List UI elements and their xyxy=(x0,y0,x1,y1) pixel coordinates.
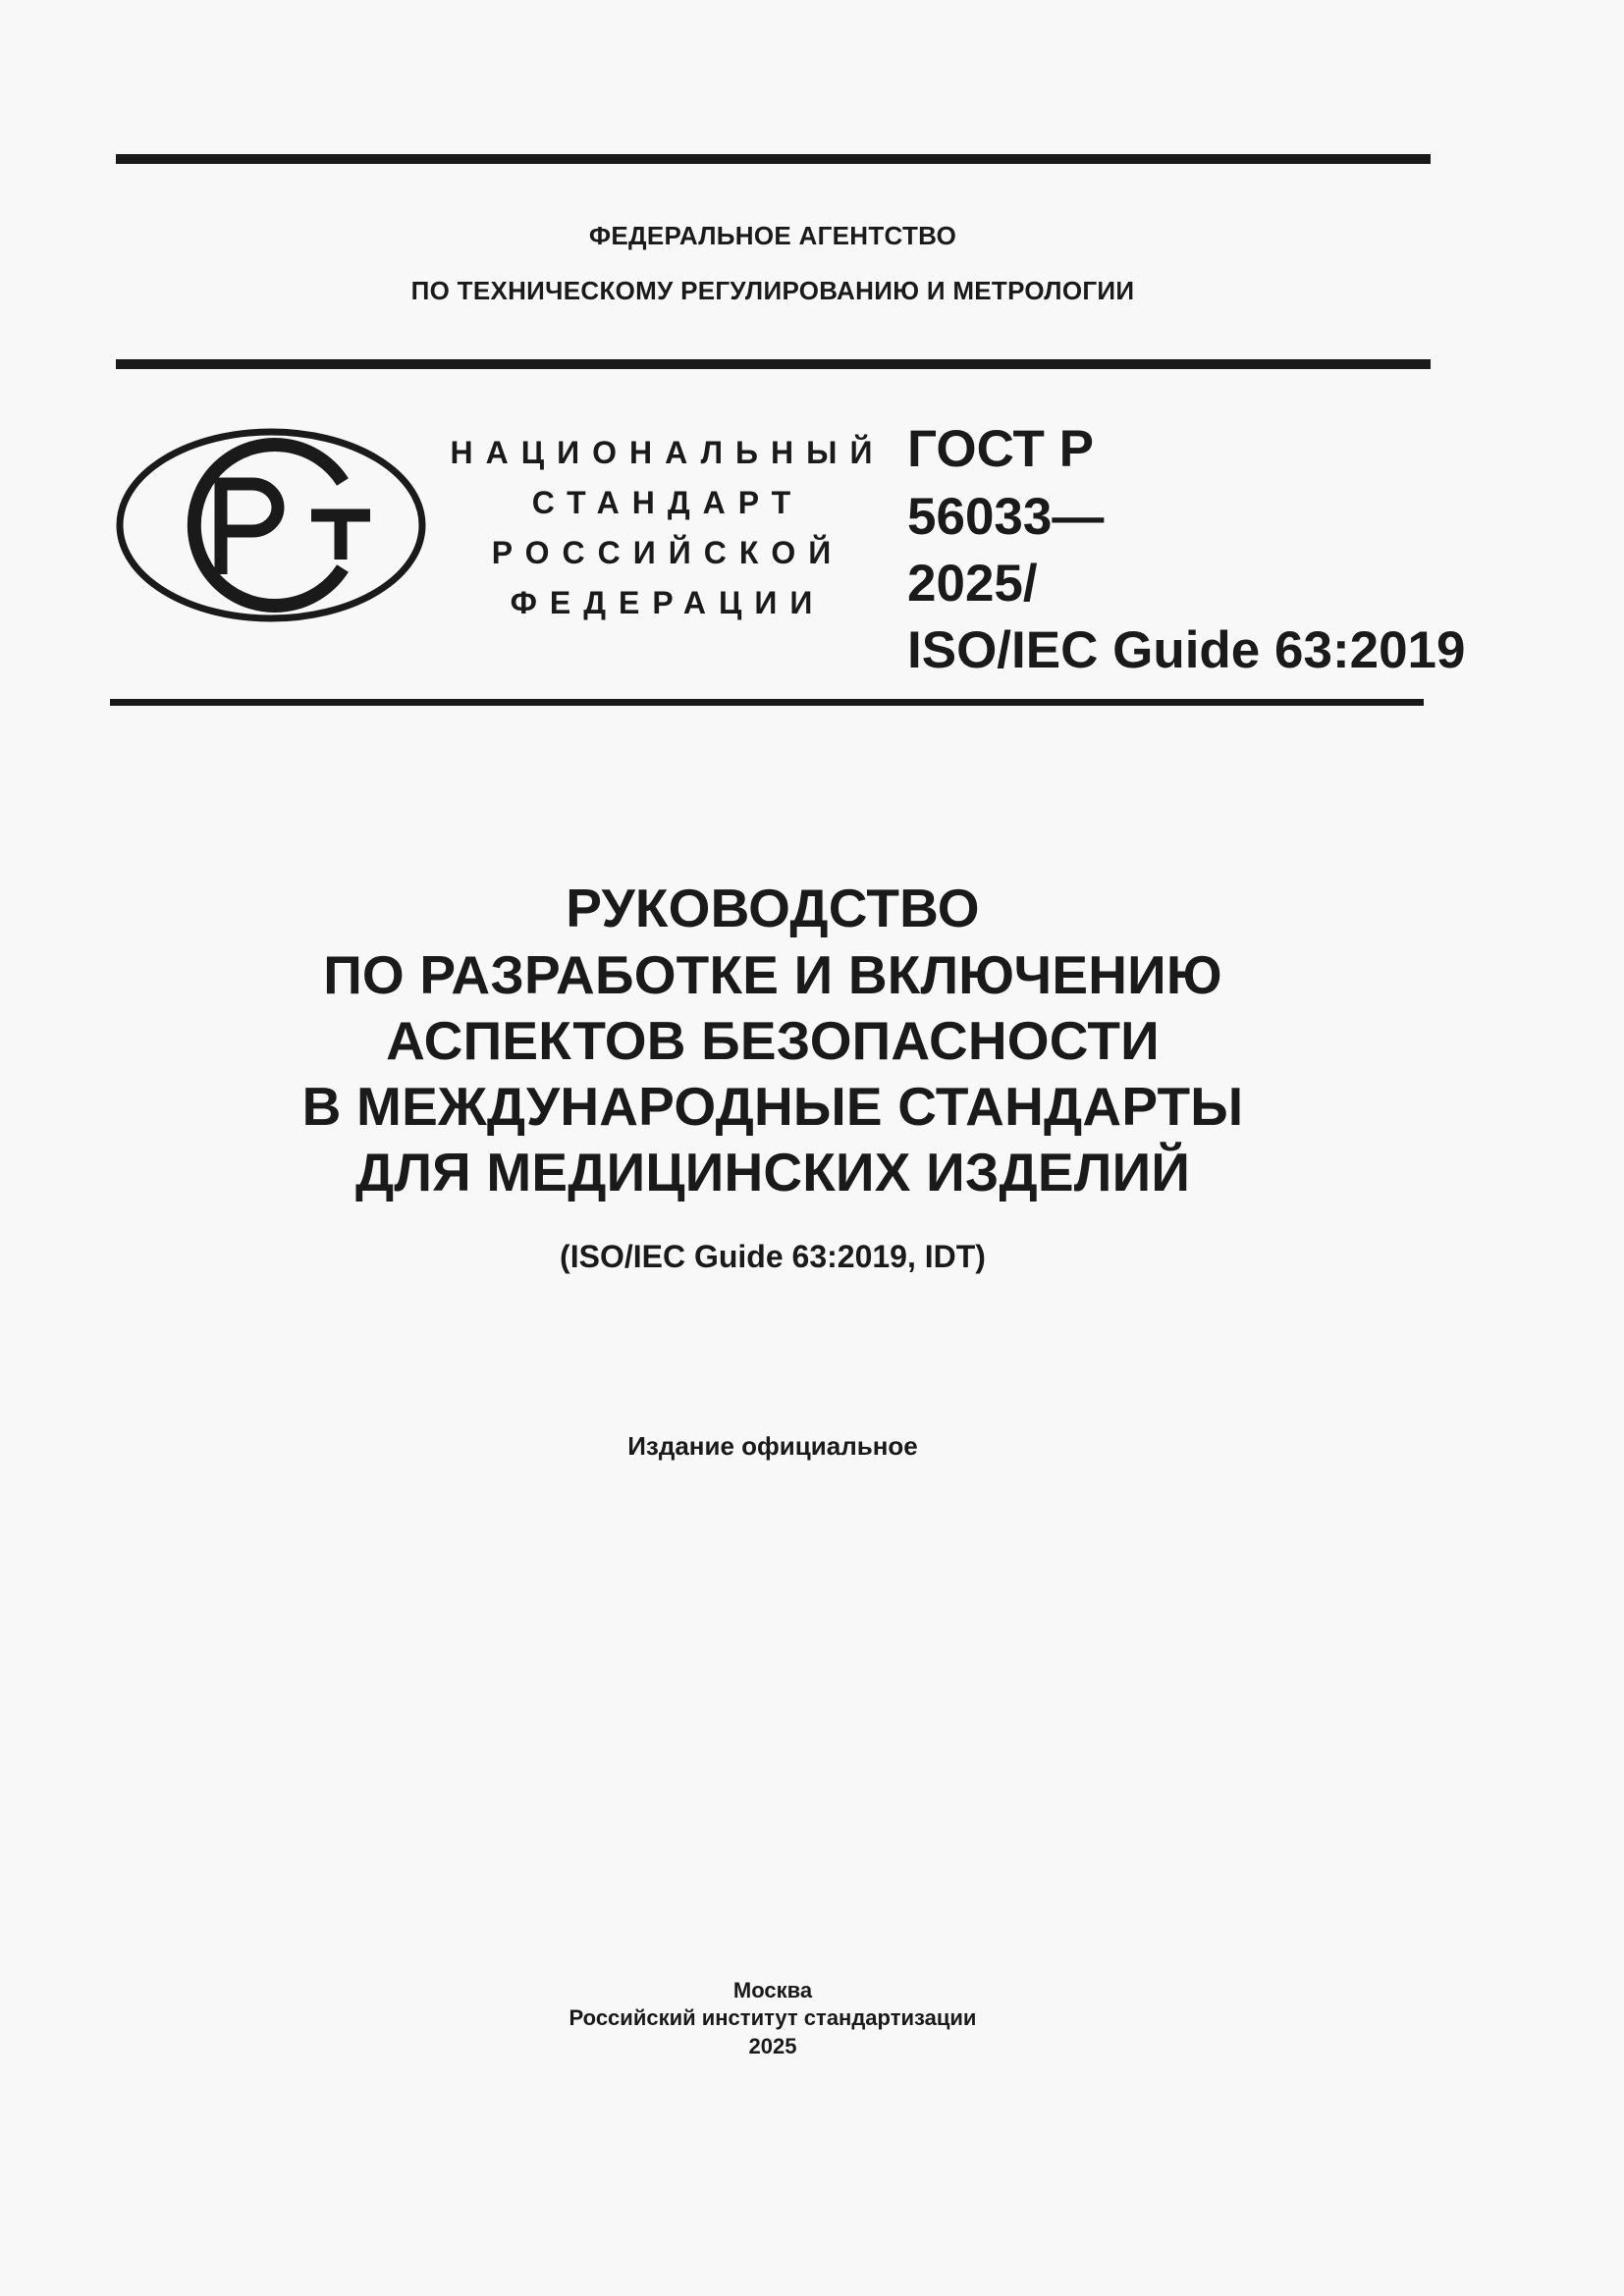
edition-label: Издание официальное xyxy=(627,1431,918,1461)
header-rule xyxy=(116,359,1431,369)
imprint-city: Москва xyxy=(732,1978,813,2002)
imprint-publisher: Российский институт стандартизации xyxy=(568,2005,977,2030)
standard-designation-line4: ISO/IEC Guide 63:2019 xyxy=(907,621,1466,679)
document-title-line2: ПО РАЗРАБОТКЕ И ВКЛЮЧЕНИЮ xyxy=(323,944,1222,1005)
standard-designation-line2: 56033— xyxy=(907,488,1105,546)
national-standard-line2: СТАНДАРТ xyxy=(531,485,804,520)
document-title-line3: АСПЕКТОВ БЕЗОПАСНОСТИ xyxy=(386,1010,1160,1071)
document-title-line1: РУКОВОДСТВО xyxy=(566,878,980,938)
agency-name-line2: ПО ТЕХНИЧЕСКОМУ РЕГУЛИРОВАНИЮ И МЕТРОЛОГИИ xyxy=(410,276,1135,305)
document-title-line4: В МЕЖДУНАРОДНЫЕ СТАНДАРТЫ xyxy=(301,1076,1244,1137)
gost-r-certification-logo-icon xyxy=(115,427,427,623)
agency-name-line1: ФЕДЕРАЛЬНОЕ АГЕНТСТВО xyxy=(588,221,957,250)
standard-designation-line3: 2025/ xyxy=(907,555,1038,613)
national-standard-line4: ФЕДЕРАЦИИ xyxy=(510,585,826,620)
standard-designation-line1: ГОСТ Р xyxy=(907,420,1094,478)
document-title-line5: ДЛЯ МЕДИЦИНСКИХ ИЗДЕЛИЙ xyxy=(354,1142,1191,1202)
national-standard-line3: РОССИЙСКОЙ xyxy=(491,535,844,570)
imprint-year: 2025 xyxy=(748,2034,797,2058)
designation-rule xyxy=(110,699,1424,706)
national-standard-line1: НАЦИОНАЛЬНЫЙ xyxy=(450,435,886,470)
equivalence-note: (ISO/IEC Guide 63:2019, IDT) xyxy=(560,1239,986,1274)
top-rule xyxy=(116,154,1431,164)
